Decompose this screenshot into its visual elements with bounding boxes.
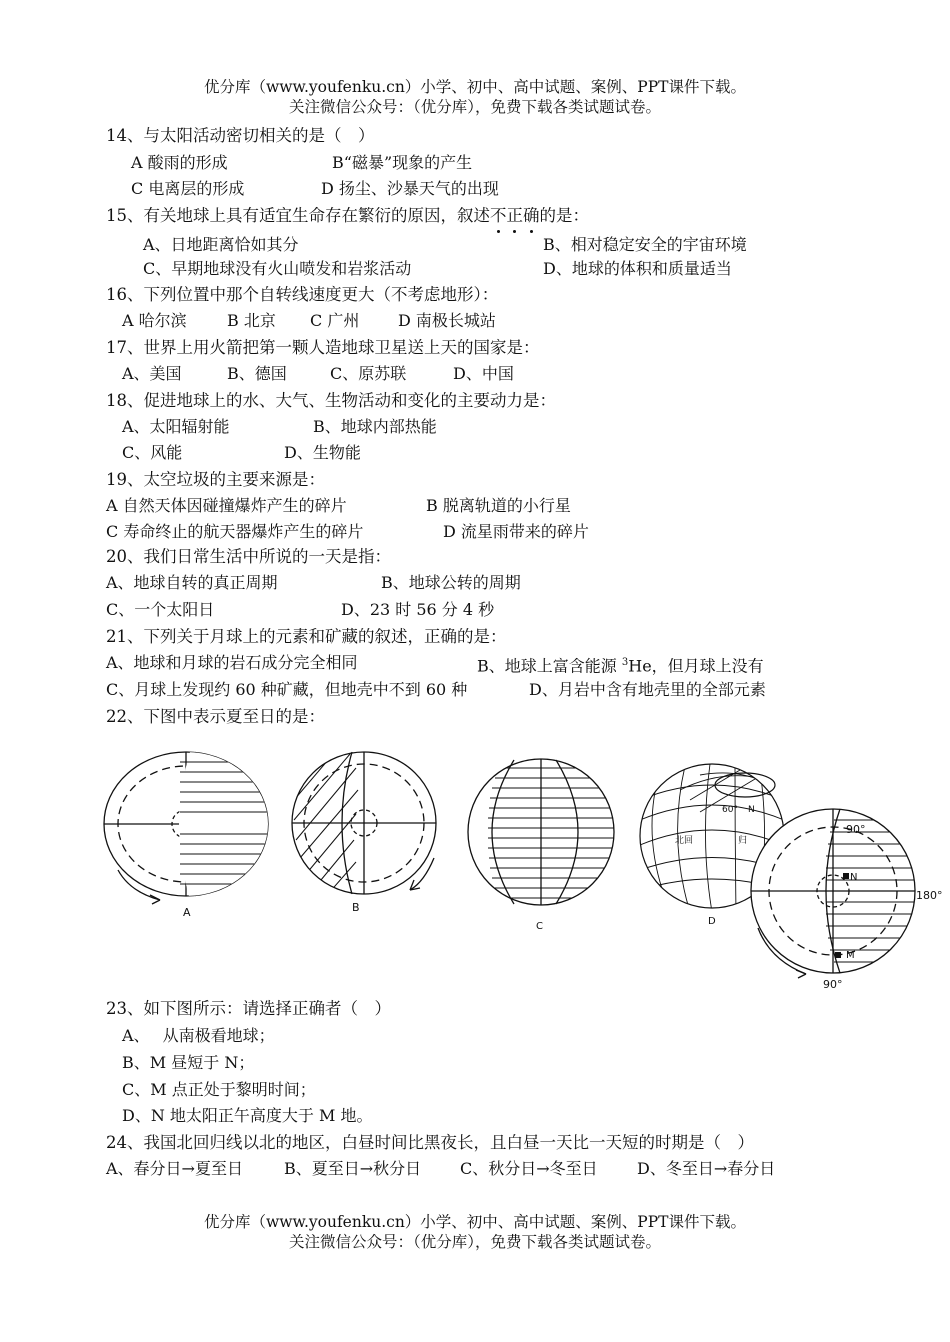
globe-d-gui: 归 xyxy=(738,836,748,846)
q15-emphasis-bu: 不 xyxy=(490,206,507,225)
q16-option-a: A 哈尔滨 xyxy=(122,311,187,330)
q21-option-b xyxy=(477,652,764,677)
globe-d-label: D xyxy=(708,916,716,927)
q16-option-b: B 北京 xyxy=(227,311,276,330)
q21-option-b-sup: 3 xyxy=(621,657,629,668)
q17-option-d: D、中国 xyxy=(453,364,514,383)
q22-stem: 22、下图中表示夏至日的是： xyxy=(106,707,325,726)
header-line-2: 关注微信公众号：（优分库），免费下载各类试题试卷。 xyxy=(288,98,661,116)
globe-c xyxy=(468,759,614,905)
q23-option-b: B、M 昼短于 N； xyxy=(122,1053,255,1072)
q15-emphasis-que: 确 xyxy=(523,206,540,225)
q15-option-b: B、相对稳定安全的宇宙环境 xyxy=(543,235,747,254)
q18-option-c: C、风能 xyxy=(122,443,183,462)
q16-stem: 16、下列位置中那个自转线速度更大（不考虑地形）： xyxy=(106,285,499,304)
q19-option-a: A 自然天体因碰撞爆炸产生的碎片 xyxy=(106,496,347,515)
q24-option-b: B、夏至日→秋分日 xyxy=(284,1159,422,1178)
globe-d-beihui: 北回 xyxy=(675,836,694,846)
q24-option-c: C、秋分日→冬至日 xyxy=(460,1159,598,1178)
q14-option-b: B“磁暴”现象的产生 xyxy=(332,153,473,172)
globe-a xyxy=(104,752,270,904)
q21-option-d: D、月岩中含有地壳里的全部元素 xyxy=(529,680,766,699)
globe-d-60: 60° xyxy=(722,805,738,815)
q23-stem: 23、如下图所示：请选择正确者（ ） xyxy=(106,999,391,1018)
q20-stem: 20、我们日常生活中所说的一天是指： xyxy=(106,547,391,566)
q15-option-a: A、日地距离恰如其分 xyxy=(143,235,299,254)
q17-option-b: B、德国 xyxy=(227,364,287,383)
q20-option-d: D、23 时 56 分 4 秒 xyxy=(341,600,495,619)
q15-option-d: D、地球的体积和质量适当 xyxy=(543,259,732,278)
q21-option-b-post: He，但月球上没有 xyxy=(628,656,764,676)
q22-figure xyxy=(0,730,950,1000)
footer-line-2: 关注微信公众号：（优分库），免费下载各类试题试卷。 xyxy=(288,1233,661,1251)
globe-e-n: N xyxy=(850,872,858,883)
q19-option-c: C 寿命终止的航天器爆炸产生的碎片 xyxy=(106,522,364,541)
q18-stem: 18、促进地球上的水、大气、生物活动和变化的主要动力是： xyxy=(106,391,556,410)
q18-option-a: A、太阳辐射能 xyxy=(122,417,230,436)
globe-d-n: N xyxy=(748,805,755,815)
q14-option-c: C 电离层的形成 xyxy=(131,179,245,198)
q24-option-a: A、春分日→夏至日 xyxy=(106,1159,243,1178)
q17-option-a: A、美国 xyxy=(122,364,182,383)
q14-option-d: D 扬尘、沙暴天气的出现 xyxy=(321,179,499,198)
q24-stem: 24、我国北回归线以北的地区，白昼时间比黑夜长，且白昼一天比一天短的时期是（ ） xyxy=(106,1133,754,1152)
q15-stem-pre: 15、有关地球上具有适宜生命存在繁衍的原因，叙述 xyxy=(106,206,490,225)
q21-option-b-pre: B、地球上富含能源 xyxy=(477,656,622,676)
q20-option-a: A、地球自转的真正周期 xyxy=(106,573,278,592)
q14-stem: 14、与太阳活动密切相关的是（ ） xyxy=(106,126,375,145)
globe-b-label: B xyxy=(352,901,360,914)
footer-line-1: 优分库（www.youfenku.cn）小学、初中、高中试题、案例、PPT课件下载。 xyxy=(203,1213,747,1231)
q20-option-c: C、一个太阳日 xyxy=(106,600,215,619)
q16-option-c: C 广州 xyxy=(310,311,360,330)
q17-stem: 17、世界上用火箭把第一颗人造地球卫星送上天的国家是： xyxy=(106,338,540,357)
q23-option-d: D、N 地太阳正午高度大于 M 地。 xyxy=(122,1106,373,1125)
globe-a-label: A xyxy=(183,906,191,919)
q18-option-b: B、地球内部热能 xyxy=(313,417,437,436)
q15-option-c: C、早期地球没有火山喷发和岩浆活动 xyxy=(143,259,412,278)
globe-b xyxy=(292,740,436,894)
q16-option-d: D 南极长城站 xyxy=(398,311,496,330)
globe-e-90-bottom: 90° xyxy=(823,978,843,991)
q23-option-c: C、M 点正处于黎明时间； xyxy=(122,1080,316,1099)
q19-option-d: D 流星雨带来的碎片 xyxy=(443,522,589,541)
q24-option-d: D、冬至日→春分日 xyxy=(637,1159,776,1178)
q19-option-b: B 脱离轨道的小行星 xyxy=(426,496,571,515)
globe-e-point-n xyxy=(843,873,849,879)
q23-option-a: A、 从南极看地球； xyxy=(122,1026,275,1045)
globe-e-90-top: 90° xyxy=(846,823,866,836)
q15-stem-post: 的是： xyxy=(539,206,589,225)
q21-option-a: A、地球和月球的岩石成分完全相同 xyxy=(106,653,358,672)
header-line-1: 优分库（www.youfenku.cn）小学、初中、高中试题、案例、PPT课件下载。 xyxy=(203,78,747,96)
q17-option-c: C、原苏联 xyxy=(330,364,407,383)
q20-option-b: B、地球公转的周期 xyxy=(381,573,521,592)
q21-stem: 21、下列关于月球上的元素和矿藏的叙述，正确的是： xyxy=(106,627,507,646)
globe-e-m: M xyxy=(846,950,855,961)
globe-e-point-m xyxy=(835,952,841,958)
q18-option-d: D、生物能 xyxy=(284,443,361,462)
globe-e xyxy=(751,809,916,978)
q15-stem xyxy=(106,205,589,227)
globe-e-180: 180° xyxy=(916,889,943,902)
q14-option-a: A 酸雨的形成 xyxy=(131,153,228,172)
q15-emphasis-zheng: 正 xyxy=(506,206,523,225)
q19-stem: 19、太空垃圾的主要来源是： xyxy=(106,470,325,489)
q21-option-c: C、月球上发现约 60 种矿藏，但地壳中不到 60 种 xyxy=(106,680,468,699)
globe-c-label: C xyxy=(536,921,543,932)
